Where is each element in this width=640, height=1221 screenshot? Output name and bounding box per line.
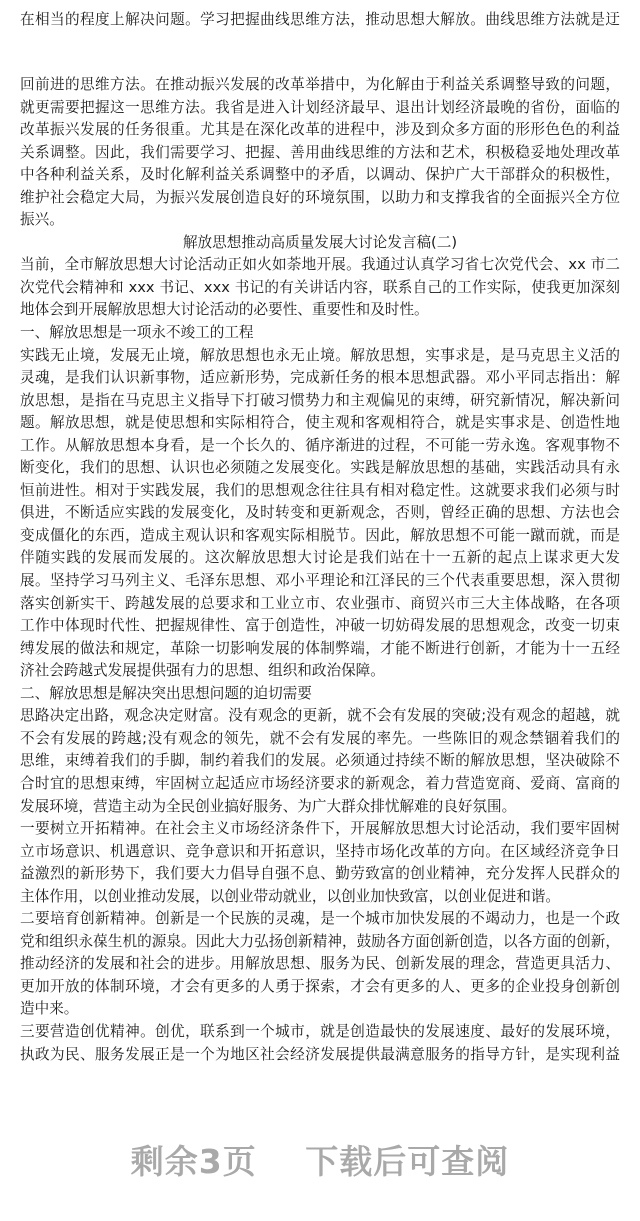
text-line: 在相当的程度上解决问题。学习把握曲线思维方法，推动思想大解放。曲线思维方法就是迂 [20,11,620,28]
remaining-pages-label: 剩余3页 [130,1142,257,1181]
text-line: 济社会跨越式发展提供强有力的思想、组织和政治保障。 [20,662,385,680]
text-line: 工作中体现时代性、把握规律性、富于创造性，冲破一切妨碍发展的思想观念，改变一切束 [20,617,620,635]
text-line: 维护社会稳定大局，为振兴发展创造良好的环境氛围，以助力和支撑我省的全面振兴全方位 [20,188,620,206]
text-line: 更加开放的体制环境，才会有更多的人勇于探索，才会有更多的人、更多的企业投身创新创 [20,977,620,995]
document-title: 解放思想推动高质量发展大讨论发言稿(二) [182,233,458,251]
text-line: 变成僵化的东西，造成主观认识和客观实际相脱节。因此，解放思想不可能一蹴而就，而是 [20,526,620,544]
text-line: 恒前进性。相对于实践发展，我们的思想观念往往具有相对稳定性。这就要求我们必须与时 [20,481,620,499]
text-line: 回前进的思维方法。在推动振兴发展的改革举措中，为化解由于利益关系调整导致的问题， [20,76,620,93]
text-line: 伴随实践的发展而发展的。这次解放思想大讨论是我们站在十一五新的起点上谋求更大发 [20,549,620,567]
text-line: 益激烈的新形势下，我们要大力倡导自强不息、勤劳致富的创业精神，充分发挥人民群众的 [20,865,620,883]
text-line: 思维，束缚着我们的手脚，制约着我们的发展。必须通过持续不断的解放思想，坚决破除不 [20,752,620,770]
text-line: 放思想，是指在马克思主义指导下打破习惯势力和主观偏见的束缚，研究新情况，解决新问 [20,391,620,409]
text-line: 展。坚持学习马列主义、毛泽东思想、邓小平理论和江泽民的三个代表重要思想，深入贯彻 [20,572,620,590]
text-line: 当前，全市解放思想大讨论活动正如火如荼地开展。我通过认真学习省七次党代会、xx 市二 [20,256,620,274]
document-body [20,74,620,1066]
text-line: 振兴。 [20,211,64,229]
text-line: 二、解放思想是解决突出思想问题的迫切需要 [20,684,312,702]
text-line: 执政为民、服务发展正是一个为地区社会经济发展提供最满意服务的指导方针，是实现利益 [20,1045,620,1063]
page-top-fragment [20,9,620,32]
download-prompt[interactable] [0,1136,640,1183]
text-line: 中各种利益关系，及时化解利益关系调整中的矛盾，以调动、保护广大干部群众的积极性， [20,166,620,184]
text-line: 次党代会精神和 xxx 书记、xxx 书记的有关讲话内容，联系自己的工作实际，使我更加深刻 [20,278,620,296]
text-line: 一、解放思想是一项永不竣工的工程 [20,324,254,342]
text-line: 一要树立开拓精神。在社会主义市场经济条件下，开展解放思想大讨论活动，我们要牢固树 [20,820,620,838]
text-line: 断变化，我们的思想、认识也必须随之发展变化。实践是解放思想的基础，实践活动具有永 [20,459,620,477]
text-line: 造中来。 [20,1000,79,1018]
text-line: 落实创新实干、跨越发展的总要求和工业立市、农业强市、商贸兴市三大主体战略，在各项 [20,594,620,612]
text-line: 推动经济的发展和社会的进步。用解放思想、服务为民、创新发展的理念，营造更具活力、 [20,955,620,973]
text-line: 俱进，不断适应实践的发展变化，及时转变和更新观念，否则，曾经正确的思想、方法也会 [20,504,620,522]
text-line: 发展环境，营造主动为全民创业搞好服务、为广大群众排忧解难的良好氛围。 [20,797,517,815]
text-line: 地体会到开展解放思想大讨论活动的必要性、重要性和及时性。 [20,301,429,319]
text-line: 立市场意识、机遇意识、竞争意识和开拓意识，坚持市场化改革的方向。在区域经济竞争日 [20,842,620,860]
text-line: 党和组织永葆生机的源泉。因此大力弘扬创新精神，鼓励各方面创新创造，以各方面的创新， [20,932,620,950]
text-line: 思路决定出路，观念决定财富。没有观念的更新，就不会有发展的突破;没有观念的超越，就 [20,707,620,725]
text-line: 改革振兴发展的任务很重。尤其是在深化改革的进程中，涉及到众多方面的形形色色的利益 [20,121,620,139]
text-line: 工作。从解放思想本身看，是一个长久的、循序渐进的过程，不可能一劳永逸。客观事物不 [20,436,620,454]
text-line: 主体作用，以创业推动发展，以创业带动就业，以创业加快致富，以创业促进和谐。 [20,887,560,905]
text-line: 实践无止境，发展无止境，解放思想也永无止境。解放思想，实事求是，是马克思主义活的 [20,346,620,364]
text-line: 题。解放思想，就是使思想和实际相符合，使主观和客观相符合，就是实事求是、创造性地 [20,414,620,432]
text-line: 缚发展的做法和规定，革除一切影响发展的体制弊端，才能不断进行创新，才能为十一五经 [20,639,620,657]
text-line: 关系调整。因此，我们需要学习、把握、善用曲线思维的方法和艺术，积极稳妥地处理改革 [20,143,620,161]
download-to-view-label[interactable]: 下载后可查阅 [305,1142,510,1181]
text-line: 不会有发展的跨越;没有观念的领先，就不会有发展的率先。一些陈旧的观念禁锢着我们的 [20,729,620,747]
text-line: 灵魂，是我们认识新事物，适应新形势，完成新任务的根本思想武器。邓小平同志指出：解 [20,369,620,387]
text-line: 三要营造创优精神。创优，联系到一个城市，就是创造最快的发展速度、最好的发展环境， [20,1022,620,1040]
text-line: 合时宜的思想束缚，牢固树立起适应市场经济要求的新观念，着力营造宽商、爱商、富商的 [20,774,620,792]
text-line: 就更需要把握这一思维方法。我省是进入计划经济最早、退出计划经济最晚的省份，面临的 [20,98,620,116]
text-line: 二要培育创新精神。创新是一个民族的灵魂，是一个城市加快发展的不竭动力，也是一个政 [20,910,620,928]
